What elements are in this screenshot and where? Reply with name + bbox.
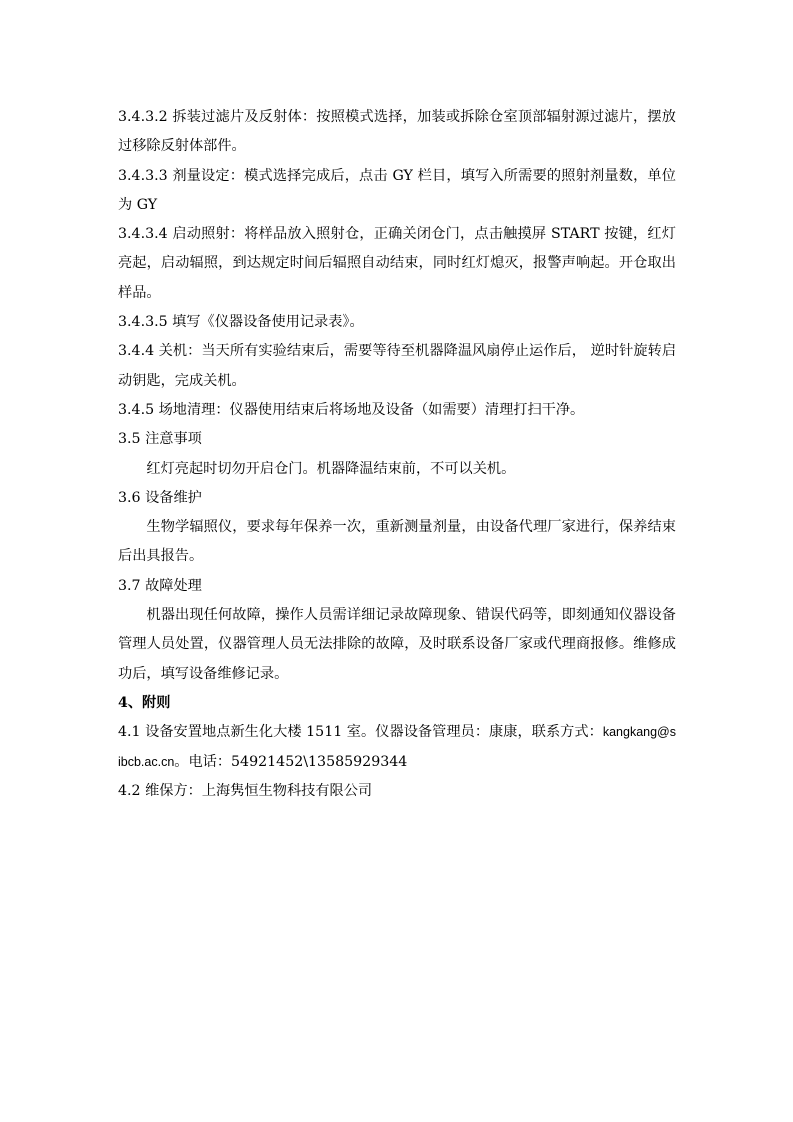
section-number: 3.4.3.5 [118,314,173,331]
paragraph-text: 关机：当天所有实验结束后，需要等待至机器降温风扇停止运作后， 逆时针旋转启动钥匙，完成关机。 [118,343,677,389]
section-number: 3.4.3.2 [118,109,173,125]
section-number: 3.4.3.4 [118,226,173,243]
section-3-7-title: 3.7 故障处理 [118,577,202,594]
paragraph-text: 填写《仪器设备使用记录表》。 [172,314,364,331]
paragraph-3-4-4 [118,337,676,396]
contact-phone: 。电话：54921452\13585929344 [174,753,408,770]
paragraph-3-4-5 [118,396,676,425]
section-number: 3.4.5 [118,401,159,418]
paragraph-3-4-3-4 [118,220,676,308]
paragraph-text: 剂量设定：模式选择完成后，点击 GY 栏目，填写入所需要的照射剂量数，单位为 GY [118,167,676,213]
contact-email: kangkang@sibcb.ac.cn [118,725,676,769]
section-number: 3.4.4 [118,343,159,360]
section-3-7-body: 机器出现任何故障，操作人员需详细记录故障现象、错误代码等，即刻通知仪器设备管理人员处置，仪器管理人员无法排除的故障，及时联系设备厂家或代理商报修。维修成功后，填写设备维修记录。 [118,607,676,682]
section-4-1 [118,718,676,777]
paragraph-text: 拆装过滤片及反射体：按照模式选择，加装或拆除仓室顶部辐射源过滤片，摆放过移除反射体部件。 [118,109,676,155]
paragraph-3-4-3-5 [118,308,676,337]
section-number: 3.4.3.3 [118,167,173,184]
section-3-5-title: 3.5 注意事项 [118,431,202,448]
section-3-6-body: 生物学辐照仪，要求每年保养一次，重新测量剂量，由设备代理厂家进行，保养结束后出具报告。 [118,519,676,565]
section-3-6-title: 3.6 设备维护 [118,489,202,506]
section-3-5-body: 红灯亮起时切勿开启仓门。机器降温结束前，不可以关机。 [146,460,516,477]
section-4-heading: 4、附则 [118,694,171,711]
paragraph-text: 启动照射：将样品放入照射仓，正确关闭仓门，点击触摸屏 START 按键，红灯亮起，启动辐照，到达规定时间后辐照自动结束，同时红灯熄灭，报警声响起。开仓取出样品。 [118,226,676,301]
location-text: 4.1 设备安置地点新生化大楼 1511 室。仪器设备管理员：康康，联系方式： [118,724,603,741]
section-4-2: 4.2 维保方：上海隽恒生物科技有限公司 [118,782,373,799]
paragraph-3-4-3-3 [118,162,676,221]
paragraph-text: 场地清理：仪器使用结束后将场地及设备（如需要）清理打扫干净。 [158,401,585,418]
paragraph-3-4-3-2 [118,103,676,162]
document-body [118,103,676,806]
